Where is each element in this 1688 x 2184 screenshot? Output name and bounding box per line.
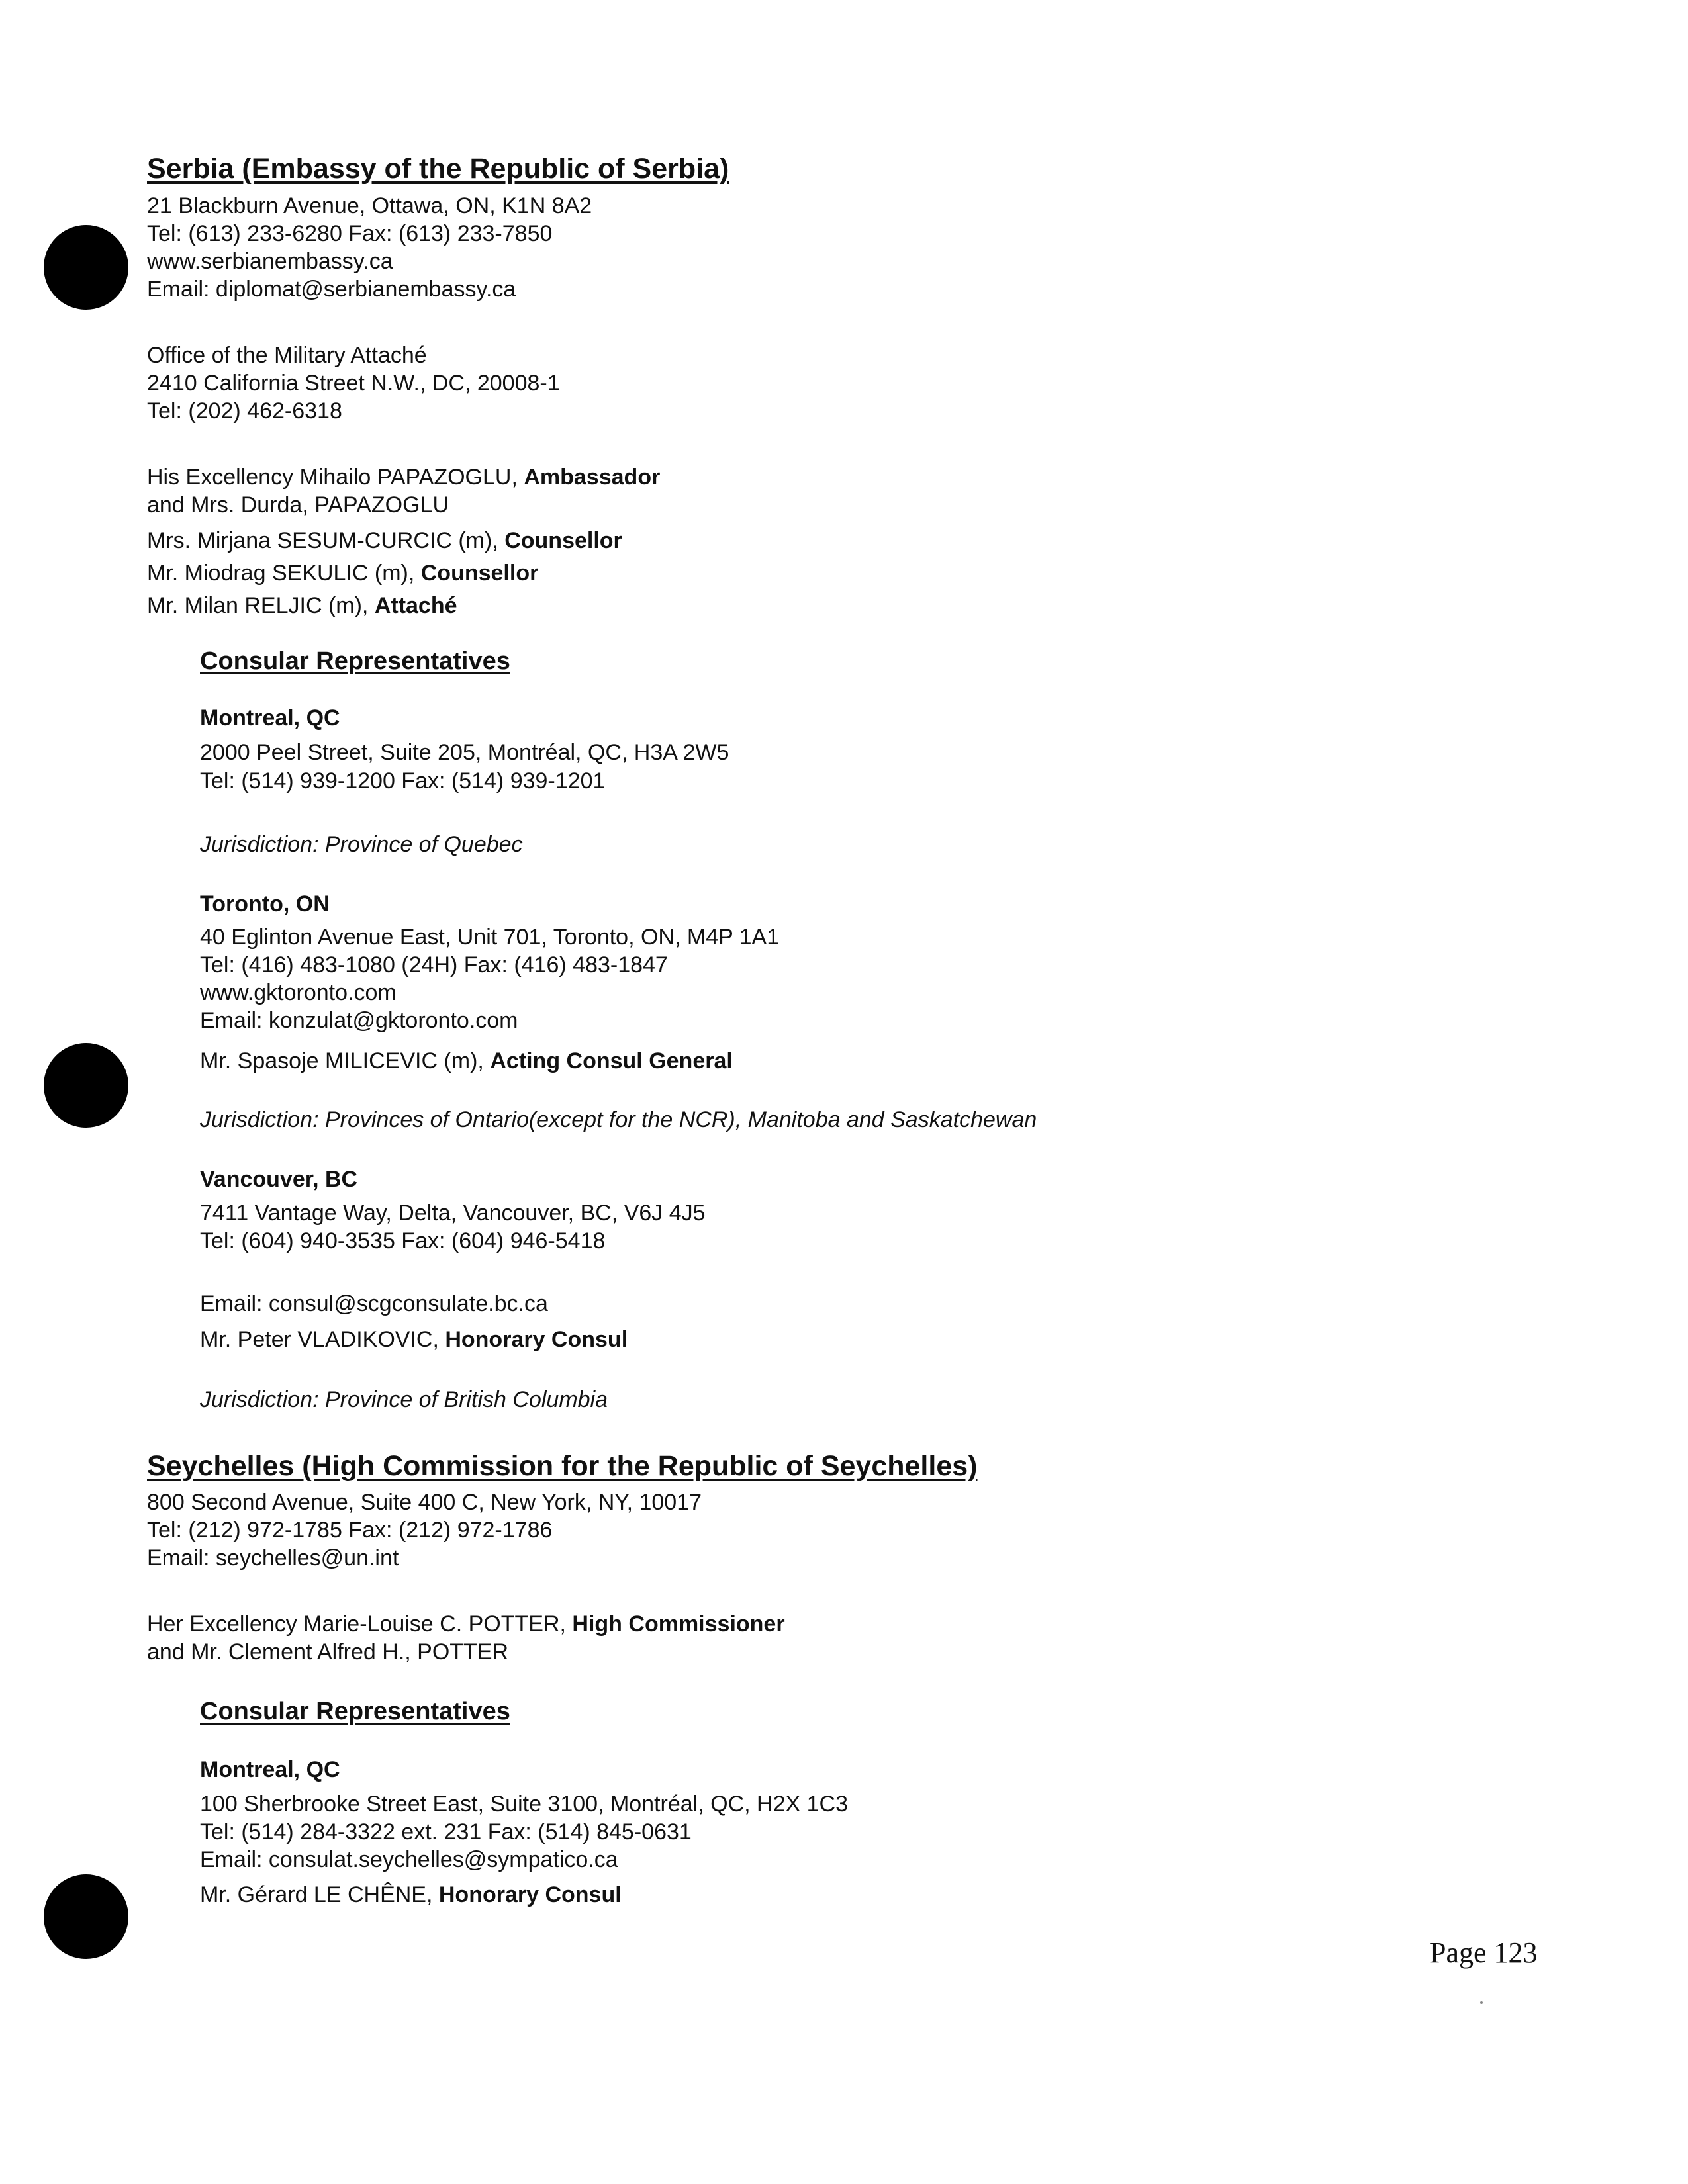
- military-office-address: 2410 California Street N.W., DC, 20008-1: [147, 371, 560, 396]
- serbia-toronto-city: Toronto, ON: [200, 891, 330, 917]
- punch-hole-bottom: [44, 1874, 128, 1959]
- serbia-montreal-address: 2000 Peel Street, Suite 205, Montréal, QC, H3A 2W5: [200, 740, 729, 765]
- serbia-montreal-jurisdiction: Jurisdiction: Province of Quebec: [200, 832, 523, 857]
- consul-name: Mr. Spasoje MILICEVIC (m),: [200, 1048, 491, 1073]
- seychelles-montreal-address: 100 Sherbrooke Street East, Suite 3100, Montréal, QC, H2X 1C3: [200, 1792, 848, 1817]
- staff-line-ambassador: [147, 464, 660, 490]
- staff-name: and Mr. Clement Alfred H., POTTER: [147, 1639, 509, 1664]
- serbia-email: Email: diplomat@serbianembassy.ca: [147, 277, 516, 302]
- serbia-toronto-address: 40 Eglinton Avenue East, Unit 701, Toronto, ON, M4P 1A1: [200, 925, 780, 950]
- serbia-vancouver-tel: Tel: (604) 940-3535 Fax: (604) 946-5418: [200, 1228, 606, 1253]
- consul-name: Mr. Peter VLADIKOVIC,: [200, 1327, 445, 1352]
- seychelles-staff-spouse: [147, 1639, 508, 1665]
- staff-line-counsellor-2: [147, 560, 538, 586]
- serbia-vancouver-address: 7411 Vantage Way, Delta, Vancouver, BC, V6J 4J5: [200, 1201, 706, 1226]
- serbia-heading: Serbia (Embassy of the Republic of Serbia): [147, 153, 729, 185]
- consul-role: Honorary Consul: [445, 1327, 628, 1352]
- staff-role: Ambassador: [524, 465, 661, 490]
- seychelles-montreal-tel: Tel: (514) 284-3322 ext. 231 Fax: (514) 845-0631: [200, 1819, 692, 1844]
- punch-hole-top: [44, 225, 128, 310]
- serbia-vancouver-city: Vancouver, BC: [200, 1167, 358, 1192]
- seychelles-consular-heading: Consular Representatives: [200, 1698, 510, 1725]
- staff-name: Mrs. Mirjana SESUM-CURCIC (m),: [147, 528, 505, 553]
- staff-role: High Commissioner: [572, 1612, 785, 1637]
- staff-line-counsellor-1: [147, 527, 622, 554]
- seychelles-staff-commissioner: [147, 1611, 785, 1637]
- serbia-website: www.serbianembassy.ca: [147, 249, 393, 274]
- serbia-toronto-website: www.gktoronto.com: [200, 980, 397, 1005]
- staff-name: His Excellency Mihailo PAPAZOGLU,: [147, 465, 524, 490]
- page-number: Page 123: [1430, 1936, 1538, 1969]
- seychelles-email: Email: seychelles@un.int: [147, 1545, 399, 1570]
- serbia-vancouver-consul: [200, 1326, 628, 1353]
- serbia-vancouver-email: Email: consul@scgconsulate.bc.ca: [200, 1291, 548, 1316]
- staff-role: Counsellor: [504, 528, 622, 553]
- staff-name: and Mrs. Durda, PAPAZOGLU: [147, 492, 449, 518]
- staff-line-attache: [147, 592, 457, 619]
- military-office-title: Office of the Military Attaché: [147, 343, 427, 368]
- consul-role: Acting Consul General: [490, 1048, 733, 1073]
- serbia-tel-fax: Tel: (613) 233-6280 Fax: (613) 233-7850: [147, 221, 553, 246]
- seychelles-address: 800 Second Avenue, Suite 400 C, New York, NY, 10017: [147, 1490, 702, 1515]
- military-office-tel: Tel: (202) 462-6318: [147, 398, 342, 424]
- serbia-toronto-email: Email: konzulat@gktoronto.com: [200, 1008, 518, 1033]
- seychelles-montreal-consul: [200, 1882, 622, 1908]
- seychelles-heading: Seychelles (High Commission for the Republic of Seychelles): [147, 1450, 978, 1482]
- serbia-toronto-tel: Tel: (416) 483-1080 (24H) Fax: (416) 483-1847: [200, 952, 668, 978]
- seychelles-montreal-city: Montreal, QC: [200, 1757, 340, 1782]
- staff-role: Counsellor: [420, 561, 539, 586]
- serbia-toronto-jurisdiction: Jurisdiction: Provinces of Ontario(except for the NCR), Manitoba and Saskatchewan: [200, 1107, 1037, 1132]
- staff-role: Attaché: [374, 593, 457, 618]
- seychelles-tel-fax: Tel: (212) 972-1785 Fax: (212) 972-1786: [147, 1518, 553, 1543]
- serbia-vancouver-jurisdiction: Jurisdiction: Province of British Columbia: [200, 1387, 608, 1412]
- staff-name: Mr. Milan RELJIC (m),: [147, 593, 375, 618]
- staff-name: Her Excellency Marie-Louise C. POTTER,: [147, 1612, 573, 1637]
- consul-role: Honorary Consul: [438, 1882, 622, 1907]
- scan-speck: [1480, 2001, 1483, 2004]
- seychelles-montreal-email: Email: consulat.seychelles@sympatico.ca: [200, 1847, 618, 1872]
- staff-line-spouse: [147, 492, 449, 518]
- punch-hole-middle: [44, 1043, 128, 1128]
- serbia-toronto-consul: [200, 1048, 733, 1074]
- serbia-montreal-city: Montreal, QC: [200, 705, 340, 731]
- staff-name: Mr. Miodrag SEKULIC (m),: [147, 561, 421, 586]
- serbia-address: 21 Blackburn Avenue, Ottawa, ON, K1N 8A2: [147, 193, 592, 218]
- serbia-consular-heading: Consular Representatives: [200, 647, 510, 675]
- consul-name: Mr. Gérard LE CHÊNE,: [200, 1882, 439, 1907]
- serbia-montreal-tel: Tel: (514) 939-1200 Fax: (514) 939-1201: [200, 768, 606, 794]
